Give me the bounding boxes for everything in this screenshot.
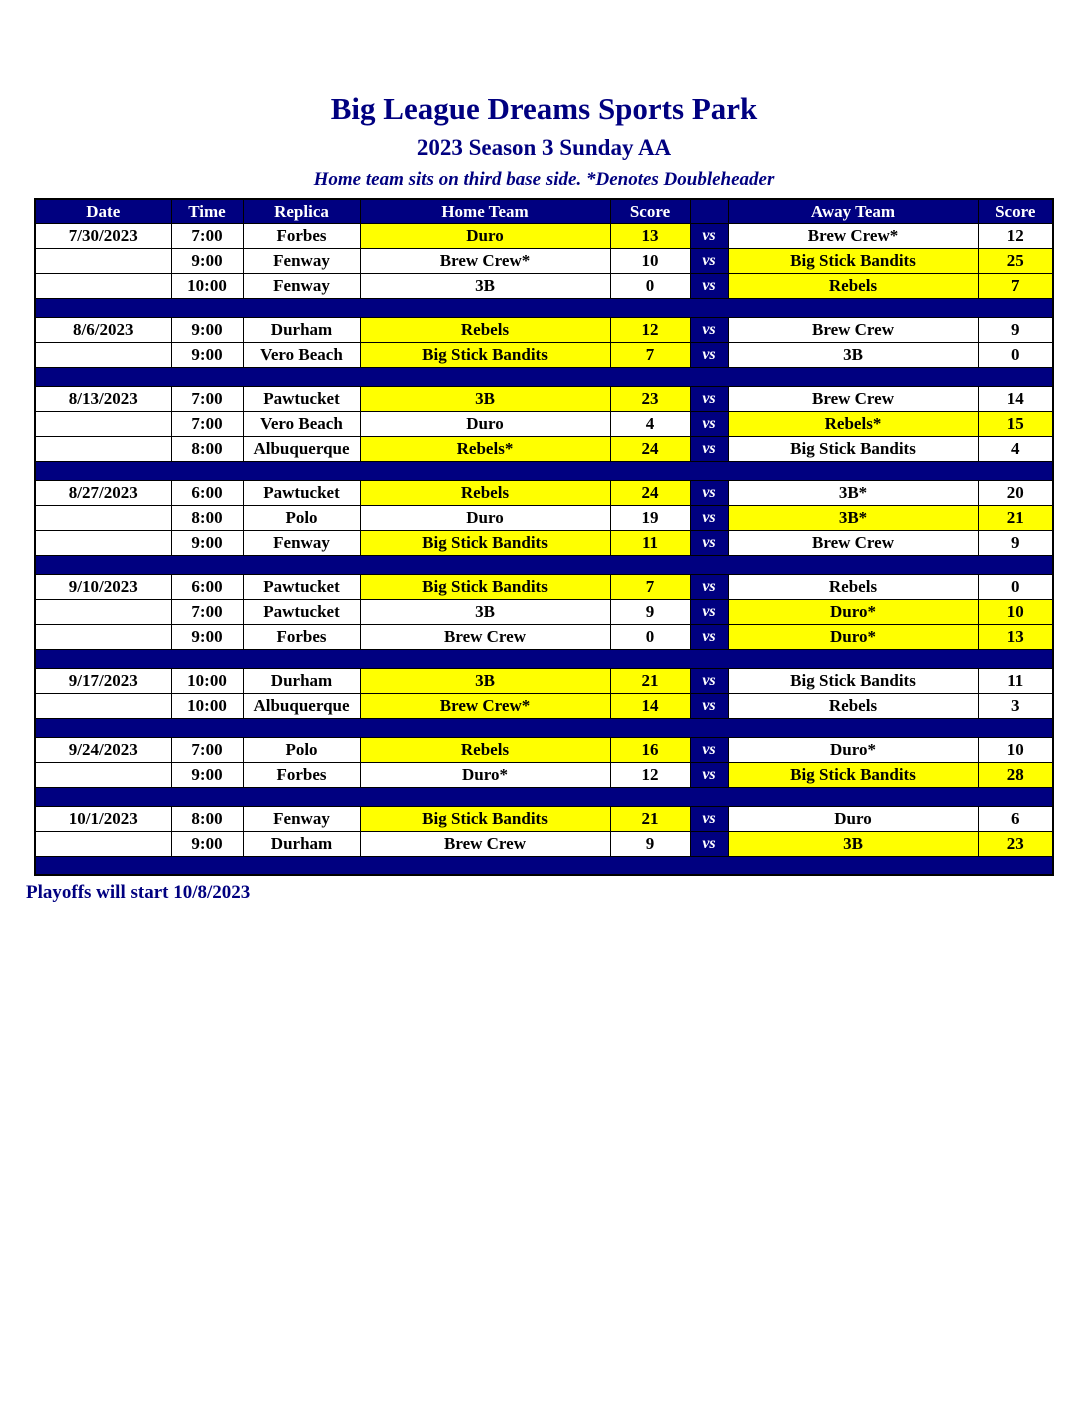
date-cell [35,411,171,436]
away-team-cell: Duro* [728,599,978,624]
separator-cell [35,718,1053,737]
time-cell: 6:00 [171,480,243,505]
separator-row [35,298,1053,317]
away-team-cell: Rebels* [728,411,978,436]
time-cell: 7:00 [171,386,243,411]
schedule-row [35,831,1053,856]
schedule-row [35,223,1053,248]
away-score-cell: 13 [978,624,1053,649]
away-team-cell: Duro* [728,624,978,649]
time-cell: 9:00 [171,530,243,555]
time-cell: 8:00 [171,806,243,831]
date-cell [35,248,171,273]
replica-cell: Pawtucket [243,386,360,411]
schedule-row [35,530,1053,555]
home-score-cell: 11 [610,530,690,555]
replica-cell: Vero Beach [243,411,360,436]
schedule-row [35,693,1053,718]
schedule-row [35,737,1053,762]
separator-row [35,856,1053,875]
away-score-cell: 9 [978,530,1053,555]
home-score-cell: 14 [610,693,690,718]
vs-cell: vs [690,342,728,367]
separator-cell [35,461,1053,480]
home-team-cell: Brew Crew* [360,693,610,718]
home-score-cell: 13 [610,223,690,248]
time-cell: 8:00 [171,505,243,530]
away-team-cell: Big Stick Bandits [728,248,978,273]
home-score-cell: 9 [610,831,690,856]
vs-cell: vs [690,693,728,718]
home-team-cell: Duro* [360,762,610,787]
away-score-cell: 7 [978,273,1053,298]
playoffs-note: Playoffs will start 10/8/2023 [26,882,251,904]
home-score-cell: 12 [610,317,690,342]
away-team-cell: Brew Crew [728,317,978,342]
vs-cell: vs [690,411,728,436]
vs-cell: vs [690,480,728,505]
away-score-cell: 3 [978,693,1053,718]
separator-row [35,718,1053,737]
away-team-cell: Duro* [728,737,978,762]
header-date: Date [35,199,171,223]
home-score-cell: 21 [610,668,690,693]
schedule-row [35,599,1053,624]
date-cell: 10/1/2023 [35,806,171,831]
vs-cell: vs [690,436,728,461]
date-cell [35,530,171,555]
header-home-score: Score [610,199,690,223]
away-team-cell: Big Stick Bandits [728,436,978,461]
away-score-cell: 4 [978,436,1053,461]
home-score-cell: 16 [610,737,690,762]
separator-cell [35,298,1053,317]
separator-row [35,367,1053,386]
separator-row [35,649,1053,668]
home-score-cell: 0 [610,624,690,649]
home-team-cell: Big Stick Bandits [360,530,610,555]
replica-cell: Pawtucket [243,574,360,599]
away-team-cell: 3B [728,342,978,367]
date-cell: 8/13/2023 [35,386,171,411]
home-team-cell: Big Stick Bandits [360,574,610,599]
home-team-note: Home team sits on third base side. *Denotes Doubleheader [313,169,775,191]
home-team-cell: Duro [360,411,610,436]
vs-cell: vs [690,599,728,624]
separator-cell [35,555,1053,574]
home-score-cell: 24 [610,480,690,505]
separator-row [35,787,1053,806]
schedule-row [35,386,1053,411]
header-replica: Replica [243,199,360,223]
date-cell [35,436,171,461]
page-title: Big League Dreams Sports Park [330,91,758,126]
home-team-cell: Rebels [360,480,610,505]
away-score-cell: 23 [978,831,1053,856]
table-header-row [35,199,1053,223]
away-score-cell: 12 [978,223,1053,248]
replica-cell: Forbes [243,223,360,248]
date-cell [35,342,171,367]
schedule-row [35,342,1053,367]
home-team-cell: 3B [360,668,610,693]
home-score-cell: 10 [610,248,690,273]
schedule-table [34,198,1054,876]
replica-cell: Forbes [243,624,360,649]
home-score-cell: 12 [610,762,690,787]
replica-cell: Vero Beach [243,342,360,367]
date-cell [35,599,171,624]
separator-cell [35,367,1053,386]
time-cell: 7:00 [171,411,243,436]
date-cell: 9/24/2023 [35,737,171,762]
vs-cell: vs [690,223,728,248]
time-cell: 9:00 [171,831,243,856]
header-vs [690,199,728,223]
away-score-cell: 6 [978,806,1053,831]
date-cell: 8/6/2023 [35,317,171,342]
away-score-cell: 14 [978,386,1053,411]
away-score-cell: 15 [978,411,1053,436]
time-cell: 9:00 [171,342,243,367]
home-team-cell: Big Stick Bandits [360,342,610,367]
home-score-cell: 0 [610,273,690,298]
replica-cell: Durham [243,317,360,342]
schedule-row [35,317,1053,342]
date-cell [35,273,171,298]
home-score-cell: 21 [610,806,690,831]
schedule-row [35,574,1053,599]
header-time: Time [171,199,243,223]
away-score-cell: 0 [978,342,1053,367]
away-team-cell: 3B* [728,505,978,530]
vs-cell: vs [690,273,728,298]
home-team-cell: 3B [360,273,610,298]
vs-cell: vs [690,624,728,649]
separator-cell [35,787,1053,806]
away-score-cell: 0 [978,574,1053,599]
replica-cell: Fenway [243,806,360,831]
replica-cell: Pawtucket [243,480,360,505]
away-score-cell: 25 [978,248,1053,273]
home-team-cell: Big Stick Bandits [360,806,610,831]
date-cell: 7/30/2023 [35,223,171,248]
time-cell: 9:00 [171,624,243,649]
away-score-cell: 21 [978,505,1053,530]
replica-cell: Fenway [243,248,360,273]
home-team-cell: Brew Crew* [360,248,610,273]
home-team-cell: Duro [360,505,610,530]
away-team-cell: Rebels [728,273,978,298]
replica-cell: Forbes [243,762,360,787]
time-cell: 10:00 [171,693,243,718]
away-team-cell: Brew Crew [728,386,978,411]
away-score-cell: 10 [978,599,1053,624]
vs-cell: vs [690,386,728,411]
header-home-team: Home Team [360,199,610,223]
schedule-row [35,624,1053,649]
time-cell: 7:00 [171,599,243,624]
time-cell: 9:00 [171,317,243,342]
replica-cell: Pawtucket [243,599,360,624]
away-team-cell: Duro [728,806,978,831]
replica-cell: Durham [243,831,360,856]
home-score-cell: 19 [610,505,690,530]
vs-cell: vs [690,831,728,856]
replica-cell: Albuquerque [243,436,360,461]
away-team-cell: Brew Crew* [728,223,978,248]
separator-cell [35,856,1053,875]
replica-cell: Durham [243,668,360,693]
home-team-cell: Rebels [360,317,610,342]
schedule-row [35,480,1053,505]
date-cell [35,831,171,856]
home-team-cell: Brew Crew [360,831,610,856]
date-cell: 9/10/2023 [35,574,171,599]
home-score-cell: 24 [610,436,690,461]
home-team-cell: Rebels [360,737,610,762]
date-cell [35,624,171,649]
page-subtitle: 2023 Season 3 Sunday AA [416,135,672,161]
schedule-row [35,806,1053,831]
date-cell [35,762,171,787]
away-score-cell: 11 [978,668,1053,693]
vs-cell: vs [690,505,728,530]
separator-row [35,555,1053,574]
vs-cell: vs [690,762,728,787]
schedule-row [35,668,1053,693]
away-team-cell: 3B [728,831,978,856]
vs-cell: vs [690,530,728,555]
date-cell [35,693,171,718]
vs-cell: vs [690,317,728,342]
time-cell: 9:00 [171,762,243,787]
time-cell: 8:00 [171,436,243,461]
schedule-row [35,505,1053,530]
away-team-cell: 3B* [728,480,978,505]
schedule-row [35,762,1053,787]
replica-cell: Fenway [243,273,360,298]
schedule-row [35,411,1053,436]
schedule-row [35,273,1053,298]
home-team-cell: Duro [360,223,610,248]
schedule-row [35,248,1053,273]
separator-row [35,461,1053,480]
away-team-cell: Rebels [728,693,978,718]
home-team-cell: Rebels* [360,436,610,461]
date-cell: 9/17/2023 [35,668,171,693]
home-score-cell: 9 [610,599,690,624]
home-score-cell: 7 [610,342,690,367]
date-cell: 8/27/2023 [35,480,171,505]
time-cell: 7:00 [171,737,243,762]
vs-cell: vs [690,668,728,693]
replica-cell: Albuquerque [243,693,360,718]
away-score-cell: 20 [978,480,1053,505]
header-away-team: Away Team [728,199,978,223]
away-score-cell: 28 [978,762,1053,787]
time-cell: 10:00 [171,273,243,298]
away-score-cell: 10 [978,737,1053,762]
time-cell: 7:00 [171,223,243,248]
header-away-score: Score [978,199,1053,223]
home-team-cell: 3B [360,599,610,624]
schedule-row [35,436,1053,461]
away-score-cell: 9 [978,317,1053,342]
home-score-cell: 7 [610,574,690,599]
away-team-cell: Big Stick Bandits [728,668,978,693]
vs-cell: vs [690,737,728,762]
home-score-cell: 4 [610,411,690,436]
time-cell: 6:00 [171,574,243,599]
date-cell [35,505,171,530]
time-cell: 10:00 [171,668,243,693]
time-cell: 9:00 [171,248,243,273]
separator-cell [35,649,1053,668]
home-score-cell: 23 [610,386,690,411]
away-team-cell: Big Stick Bandits [728,762,978,787]
replica-cell: Polo [243,505,360,530]
vs-cell: vs [690,574,728,599]
home-team-cell: 3B [360,386,610,411]
away-team-cell: Brew Crew [728,530,978,555]
replica-cell: Polo [243,737,360,762]
away-team-cell: Rebels [728,574,978,599]
vs-cell: vs [690,806,728,831]
replica-cell: Fenway [243,530,360,555]
vs-cell: vs [690,248,728,273]
home-team-cell: Brew Crew [360,624,610,649]
